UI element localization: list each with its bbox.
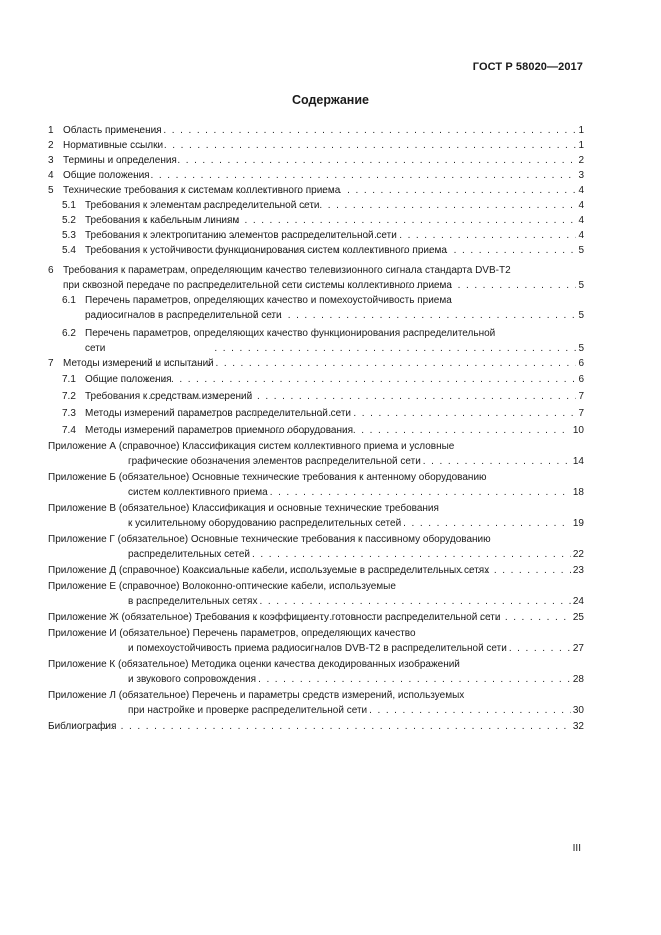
toc-entry-number: 1 xyxy=(48,125,54,136)
toc-entry-7-4[interactable] xyxy=(48,423,584,438)
toc-entry-title: Приложение Е (справочное) Волоконно-оптические кабели, используемые xyxy=(48,581,396,592)
dot-leader xyxy=(423,454,571,469)
page-title: Содержание xyxy=(291,93,369,107)
toc-entry-5-1[interactable] xyxy=(48,198,584,213)
toc-entry-title: Приложение Б (обязательное) Основные технические требования к антенному оборудованию xyxy=(48,472,487,483)
toc-appendix-e[interactable] xyxy=(48,579,584,609)
dot-leader xyxy=(79,719,571,734)
dot-leader xyxy=(252,547,571,562)
toc-entry-page: 4 xyxy=(578,200,584,211)
toc-entry-page: 24 xyxy=(572,596,584,607)
dot-leader xyxy=(270,485,571,500)
toc-entry-title: Требования к кабельным линиям xyxy=(85,215,240,226)
toc-entry-page: 6 xyxy=(578,358,584,369)
page-number: III xyxy=(572,843,581,854)
dot-leader xyxy=(403,516,571,531)
dot-leader xyxy=(100,168,576,183)
toc-entry-title: Общие положения xyxy=(63,170,150,181)
dot-leader xyxy=(124,356,577,371)
toc-entry-title: Методы измерений параметров приемного оборудования xyxy=(85,425,353,436)
toc-appendix-b[interactable] xyxy=(48,470,584,500)
toc-entry-page: 14 xyxy=(572,456,584,467)
dot-leader xyxy=(258,672,571,687)
toc-appendix-k[interactable] xyxy=(48,657,584,687)
toc-entry-page: 4 xyxy=(578,215,584,226)
dot-leader xyxy=(203,243,576,258)
toc-entry-number: 7.4 xyxy=(62,425,76,436)
toc-entry-title-continued: и помехоустойчивость приема радиосигналов DVB-T2 в распределительной сети xyxy=(128,643,507,654)
toc-entry-page: 5 xyxy=(578,343,584,354)
toc-entry-page: 28 xyxy=(572,674,584,685)
dot-leader xyxy=(369,703,571,718)
toc-entry-number: 6.2 xyxy=(62,328,76,339)
dot-leader xyxy=(111,153,577,168)
toc-entry-page: 6 xyxy=(578,374,584,385)
toc-entry-number: 7.2 xyxy=(62,391,76,402)
toc-entry-5[interactable] xyxy=(48,183,584,198)
dot-leader xyxy=(204,308,576,323)
toc-appendix-a[interactable] xyxy=(48,439,584,469)
toc-entry-title-continued: к усилительному оборудованию распределительных сетей xyxy=(128,518,402,529)
toc-entry-title: Требования к устойчивости функционирования систем коллективного приема xyxy=(85,245,447,256)
toc-entry-1[interactable] xyxy=(48,123,584,138)
toc-entry-page: 30 xyxy=(572,705,584,716)
toc-appendix-g[interactable] xyxy=(48,532,584,562)
toc-entry-page: 4 xyxy=(578,230,584,241)
toc-entry-title: Приложение К (обязательное) Методика оценки качества декодированных изображений xyxy=(48,659,460,670)
toc-entry-page: 23 xyxy=(572,565,584,576)
dot-leader xyxy=(190,228,576,243)
toc-entry-7-3[interactable] xyxy=(48,406,584,421)
toc-entry-number: 6 xyxy=(48,265,54,276)
document-standard-header: ГОСТ Р 58020—2017 xyxy=(472,61,583,73)
dot-leader xyxy=(214,341,576,356)
dot-leader xyxy=(163,183,576,198)
dot-leader xyxy=(509,641,571,656)
toc-entry-title-continued: систем коллективного приема xyxy=(128,487,268,498)
toc-entry-page: 7 xyxy=(578,408,584,419)
toc-entry-title: Требования к средствам измерений xyxy=(85,391,253,402)
toc-entry-title-continued: при сквозной передаче по распределительной сети системы коллективного приема xyxy=(63,280,452,291)
dot-leader xyxy=(105,123,577,138)
toc-appendix-d[interactable] xyxy=(48,563,584,578)
toc-entry-page: 25 xyxy=(572,612,584,623)
toc-entry-page: 27 xyxy=(572,643,584,654)
toc-entry-4[interactable] xyxy=(48,168,584,183)
toc-entry-page: 10 xyxy=(572,425,584,436)
dot-leader xyxy=(178,406,577,421)
toc-entry-6-2[interactable] xyxy=(48,326,584,356)
toc-entry-number: 5.3 xyxy=(62,230,76,241)
toc-entry-number: 7.3 xyxy=(62,408,76,419)
toc-entry-title: Методы измерений и испытаний xyxy=(63,358,214,369)
toc-entry-number: 5.4 xyxy=(62,245,76,256)
dot-leader xyxy=(148,389,576,404)
toc-entry-title: Термины и определения xyxy=(63,155,177,166)
toc-entry-title: Требования к параметрам, определяющим качество телевизионного сигнала стандарта DVB-T2 xyxy=(63,265,511,276)
table-of-contents xyxy=(48,123,584,734)
toc-entry-page: 1 xyxy=(578,140,584,151)
toc-entry-page: 1 xyxy=(578,125,584,136)
toc-entry-title: Библиография xyxy=(48,721,117,732)
dot-leader xyxy=(144,213,576,228)
dot-leader xyxy=(177,423,570,438)
toc-entry-title: Приложение Ж (обязательное) Требования к коэффициенту готовности распределительной сети xyxy=(48,612,501,623)
toc-entry-6-1[interactable] xyxy=(48,293,584,323)
toc-entry-title: Приложение И (обязательное) Перечень параметров, определяющих качество xyxy=(48,628,416,639)
toc-entry-5-4[interactable] xyxy=(48,243,584,258)
toc-entry-7[interactable] xyxy=(48,356,584,371)
toc-entry-title-continued: сети xyxy=(85,343,106,354)
toc-entry-title: Методы измерений параметров распределительной сети xyxy=(85,408,351,419)
toc-entry-number: 5 xyxy=(48,185,54,196)
toc-entry-page: 4 xyxy=(578,185,584,196)
toc-entry-number: 5.1 xyxy=(62,200,76,211)
toc-entry-3[interactable] xyxy=(48,153,584,168)
toc-entry-title: Технические требования к системам коллективного приема xyxy=(63,185,341,196)
toc-entry-title: Общие положения xyxy=(85,374,172,385)
toc-entry-6[interactable] xyxy=(48,263,584,293)
toc-bibliography[interactable] xyxy=(48,719,584,734)
toc-entry-title: Приложение Д (справочное) Коаксиальные кабели, используемые в распределительных сетях xyxy=(48,565,490,576)
toc-entry-title: Приложение Л (обязательное) Перечень и параметры средств измерений, используемых xyxy=(48,690,465,701)
toc-entry-number: 3 xyxy=(48,155,54,166)
toc-appendix-v[interactable] xyxy=(48,501,584,531)
toc-entry-title-continued: распределительных сетей xyxy=(128,549,251,560)
toc-entry-page: 5 xyxy=(578,280,584,291)
toc-entry-title-continued: при настройке и проверке распределительной сети xyxy=(128,705,368,716)
toc-entry-page: 32 xyxy=(572,721,584,732)
toc-appendix-i[interactable] xyxy=(48,626,584,656)
toc-entry-title-continued: радиосигналов в распределительной сети xyxy=(85,310,282,321)
toc-entry-title: Требования к элементам распределительной сети xyxy=(85,200,320,211)
toc-entry-5-3[interactable] xyxy=(48,228,584,243)
toc-entry-title-continued: в распределительных сетях xyxy=(128,596,258,607)
toc-appendix-l[interactable] xyxy=(48,688,584,718)
toc-entry-number: 5.2 xyxy=(62,215,76,226)
dot-leader xyxy=(169,198,576,213)
toc-entry-title: Область применения xyxy=(63,125,162,136)
toc-entry-title: Приложение Г (обязательное) Основные технические требования к пассивному оборудованию xyxy=(48,534,491,545)
toc-entry-page: 3 xyxy=(578,170,584,181)
toc-entry-number: 7 xyxy=(48,358,54,369)
toc-entry-5-2[interactable] xyxy=(48,213,584,228)
toc-entry-2[interactable] xyxy=(48,138,584,153)
toc-entry-title-continued: графические обозначения элементов распределительной сети xyxy=(128,456,421,467)
toc-entry-number: 2 xyxy=(48,140,54,151)
toc-entry-title: Требования к электропитанию элементов распределительной сети xyxy=(85,230,397,241)
toc-appendix-zh[interactable] xyxy=(48,610,584,625)
toc-entry-page: 5 xyxy=(578,245,584,256)
toc-entry-title: Приложение А (справочное) Классификация систем коллективного приема и условные xyxy=(48,441,455,452)
toc-entry-page: 7 xyxy=(578,391,584,402)
toc-entry-page: 18 xyxy=(572,487,584,498)
toc-entry-number: 7.1 xyxy=(62,374,76,385)
toc-entry-title-continued: и звукового сопровождения xyxy=(128,674,257,685)
toc-entry-title: Приложение В (обязательное) Классификация и основные технические требования xyxy=(48,503,439,514)
toc-entry-7-2[interactable] xyxy=(48,389,584,404)
toc-entry-7-1[interactable] xyxy=(48,372,584,387)
toc-entry-number: 6.1 xyxy=(62,295,76,306)
dot-leader xyxy=(121,372,577,387)
dot-leader xyxy=(196,610,571,625)
toc-entry-title: Перечень параметров, определяющих качество функционирования распределительной xyxy=(85,328,496,339)
toc-entry-page: 19 xyxy=(572,518,584,529)
dot-leader xyxy=(193,563,571,578)
toc-entry-page: 2 xyxy=(578,155,584,166)
toc-entry-title: Нормативные ссылки xyxy=(63,140,164,151)
dot-leader xyxy=(259,594,570,609)
toc-entry-page: 5 xyxy=(578,310,584,321)
dot-leader xyxy=(207,278,577,293)
dot-leader xyxy=(105,138,576,153)
toc-entry-page: 22 xyxy=(572,549,584,560)
toc-entry-title: Перечень параметров, определяющих качество и помехоустойчивость приема xyxy=(85,295,452,306)
toc-entry-number: 4 xyxy=(48,170,54,181)
